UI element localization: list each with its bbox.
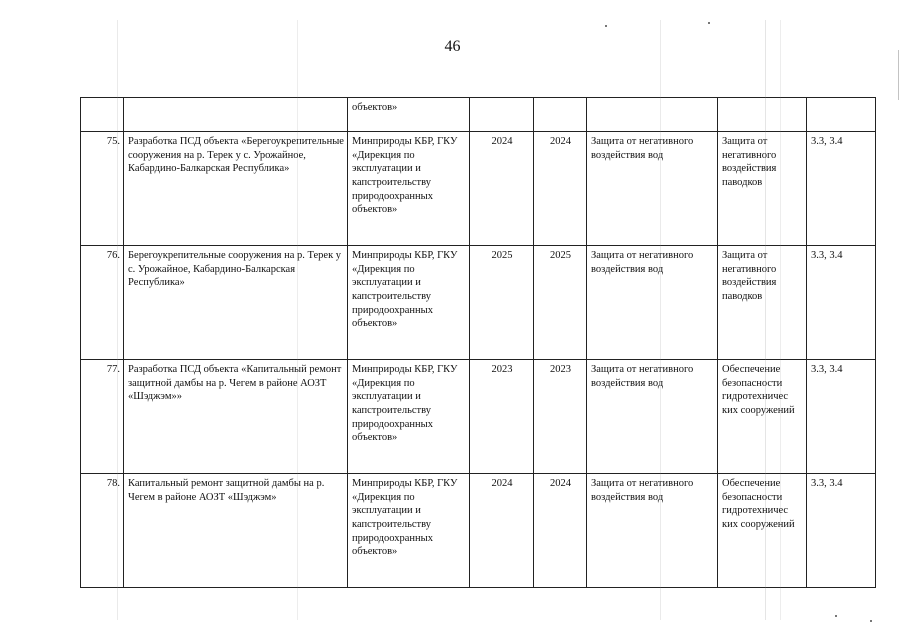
cell-end-year: 2023 (534, 360, 587, 474)
scan-mark (297, 20, 298, 620)
table-row-continuation (81, 98, 876, 132)
scan-mark (605, 25, 607, 27)
scan-mark (898, 50, 899, 100)
cell-executor: Минприроды КБР, ГКУ «Дирекция по эксплуатации и капстроительству природоохранных объектов» (348, 246, 470, 360)
cell-name: Капитальный ремонт защитной дамбы на р. Чегем в районе АОЗТ «Шэджэм» (124, 474, 348, 588)
cell-start-year: 2024 (470, 132, 534, 246)
cell-executor: объектов» (348, 98, 470, 132)
cell-indicators: 3.3, 3.4 (807, 360, 876, 474)
cell-goal: Обеспечение безопасности гидротехничес ких сооружений (718, 360, 807, 474)
cell-direction: Защита от негативного воздействия вод (587, 360, 718, 474)
cell-goal: Защита от негативного воздействия паводков (718, 132, 807, 246)
scan-mark (765, 20, 766, 620)
measures-table (80, 97, 876, 588)
cell-indicators: 3.3, 3.4 (807, 132, 876, 246)
scan-mark (708, 22, 710, 24)
cell-direction: Защита от негативного воздействия вод (587, 474, 718, 588)
scan-mark (780, 20, 781, 620)
cell-goal (718, 98, 807, 132)
cell-end-year: 2025 (534, 246, 587, 360)
cell-goal: Обеспечение безопасности гидротехничес ких сооружений (718, 474, 807, 588)
cell-end-year: 2024 (534, 132, 587, 246)
cell-start-year (470, 98, 534, 132)
cell-executor: Минприроды КБР, ГКУ «Дирекция по эксплуатации и капстроительству природоохранных объектов» (348, 360, 470, 474)
cell-name (124, 98, 348, 132)
scan-mark (870, 620, 872, 622)
page-number: 46 (444, 38, 461, 55)
cell-goal: Защита от негативного воздействия паводков (718, 246, 807, 360)
cell-start-year: 2025 (470, 246, 534, 360)
cell-num: 78. (81, 474, 124, 588)
table-row (81, 360, 876, 474)
cell-executor: Минприроды КБР, ГКУ «Дирекция по эксплуатации и капстроительству природоохранных объектов» (348, 132, 470, 246)
cell-name: Берегоукрепительные сооружения на р. Терек у с. Урожайное, Кабардино-Балкарская Республика» (124, 246, 348, 360)
cell-indicators (807, 98, 876, 132)
scan-mark (835, 615, 837, 617)
cell-num: 77. (81, 360, 124, 474)
cell-indicators: 3.3, 3.4 (807, 474, 876, 588)
table-row (81, 246, 876, 360)
cell-indicators: 3.3, 3.4 (807, 246, 876, 360)
cell-end-year (534, 98, 587, 132)
cell-direction: Защита от негативного воздействия вод (587, 132, 718, 246)
cell-name: Разработка ПСД объекта «Капитальный ремонт защитной дамбы на р. Чегем в районе АОЗТ «Шэджэм»» (124, 360, 348, 474)
cell-start-year: 2023 (470, 360, 534, 474)
cell-executor: Минприроды КБР, ГКУ «Дирекция по эксплуатации и капстроительству природоохранных объектов» (348, 474, 470, 588)
cell-name: Разработка ПСД объекта «Берегоукрепительные сооружения на р. Терек у с. Урожайное, Кабардино-Балкарская Республика» (124, 132, 348, 246)
cell-direction: Защита от негативного воздействия вод (587, 246, 718, 360)
cell-num: 75. (81, 132, 124, 246)
scan-mark (117, 20, 118, 620)
cell-num: 76. (81, 246, 124, 360)
cell-start-year: 2024 (470, 474, 534, 588)
scan-mark (660, 20, 661, 620)
table-row (81, 132, 876, 246)
cell-direction (587, 98, 718, 132)
cell-end-year: 2024 (534, 474, 587, 588)
table-row (81, 474, 876, 588)
